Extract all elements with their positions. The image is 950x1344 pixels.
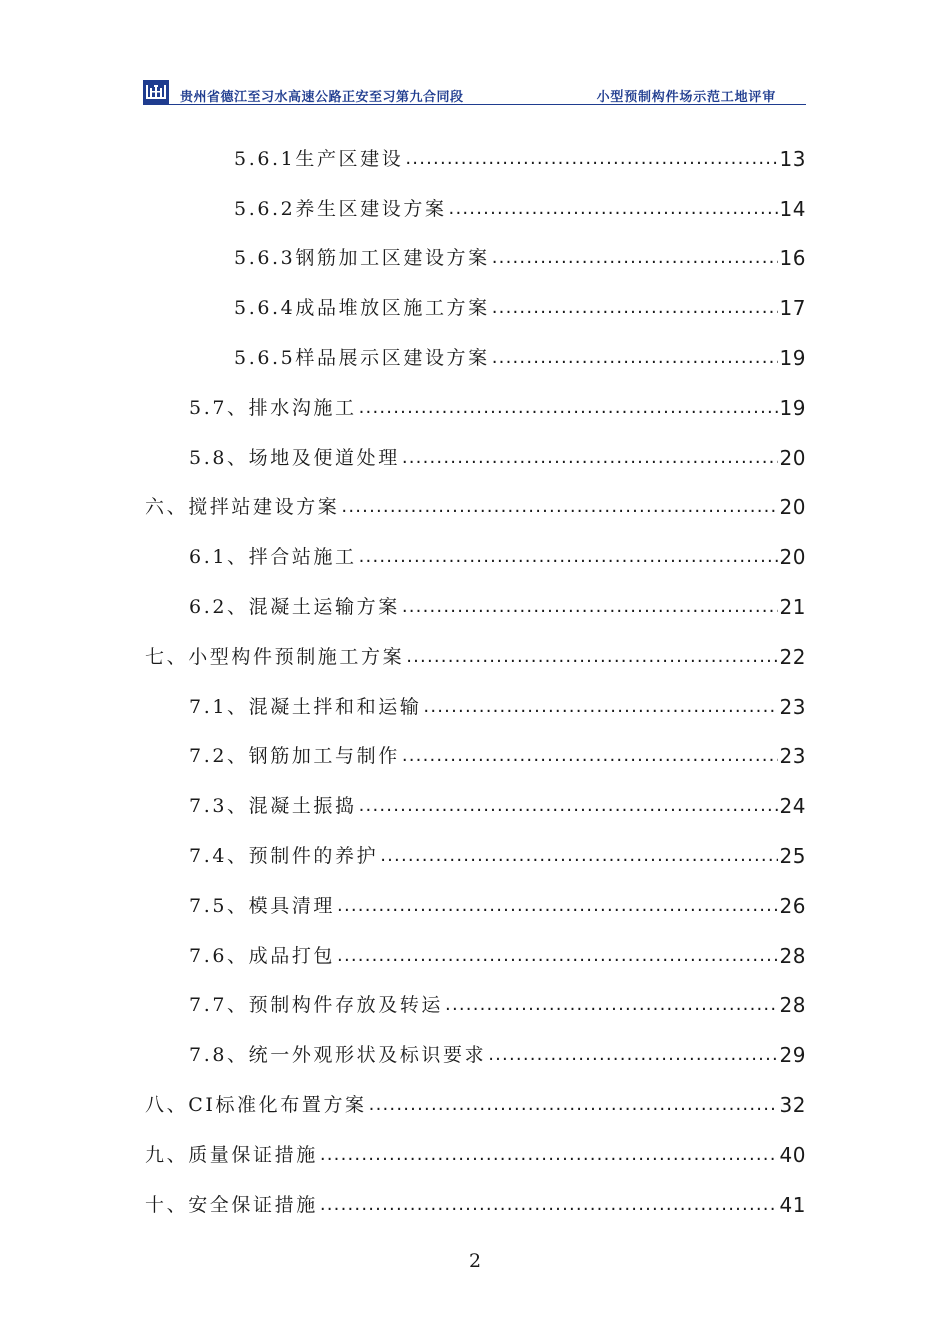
- toc-entry-page: 32: [779, 1093, 806, 1118]
- toc-entry-page: 28: [779, 943, 806, 968]
- toc-entry[interactable]: [145, 781, 806, 831]
- toc-entry-title: 7.7、预制构件存放及转运: [189, 994, 444, 1017]
- header-document-title: 小型预制构件场示范工地评审: [596, 90, 776, 105]
- toc-dot-leader: [359, 790, 778, 822]
- toc-entry-title: 5.6.4成品堆放区施工方案: [234, 297, 490, 320]
- toc-entry-page: 20: [779, 445, 806, 470]
- toc-entry-title: 5.8、场地及便道处理: [189, 446, 400, 469]
- table-of-contents: [145, 134, 806, 1230]
- toc-entry-page: 21: [779, 595, 806, 620]
- toc-entry-title: 5.6.5样品展示区建设方案: [234, 347, 490, 370]
- toc-entry[interactable]: [145, 1080, 806, 1130]
- toc-entry[interactable]: [145, 433, 806, 483]
- toc-dot-leader: [320, 1139, 778, 1171]
- toc-dot-leader: [405, 143, 777, 175]
- toc-entry-page: 28: [779, 993, 806, 1018]
- toc-entry-page: 26: [779, 893, 806, 918]
- toc-entry[interactable]: [145, 931, 806, 981]
- toc-entry-page: 41: [779, 1192, 806, 1217]
- toc-entry[interactable]: [145, 333, 806, 383]
- toc-dot-leader: [492, 242, 778, 274]
- toc-entry[interactable]: [145, 184, 806, 234]
- toc-entry[interactable]: [145, 1030, 806, 1080]
- toc-dot-leader: [402, 591, 778, 623]
- toc-dot-leader: [380, 840, 777, 872]
- toc-entry[interactable]: [145, 134, 806, 184]
- toc-entry-page: 17: [779, 296, 806, 321]
- toc-entry[interactable]: [145, 1180, 806, 1230]
- toc-dot-leader: [445, 989, 778, 1021]
- toc-entry-page: 20: [779, 495, 806, 520]
- toc-entry-page: 13: [779, 146, 806, 171]
- toc-entry-title: 5.7、排水沟施工: [189, 396, 357, 419]
- toc-entry-title: 5.6.1生产区建设: [234, 147, 404, 170]
- toc-entry-page: 14: [779, 196, 806, 221]
- toc-entry-title: 七、小型构件预制施工方案: [145, 645, 405, 668]
- toc-entry[interactable]: [145, 582, 806, 632]
- toc-dot-leader: [369, 1089, 778, 1121]
- toc-dot-leader: [423, 691, 777, 723]
- toc-entry-page: 22: [779, 644, 806, 669]
- toc-entry-title: 7.5、模具清理: [189, 894, 336, 917]
- toc-entry[interactable]: [145, 831, 806, 881]
- toc-entry-page: 20: [779, 545, 806, 570]
- company-logo-icon: [143, 80, 169, 104]
- toc-entry[interactable]: [145, 682, 806, 732]
- toc-entry-page: 19: [779, 395, 806, 420]
- toc-entry-page: 19: [779, 346, 806, 371]
- toc-entry-title: 十、安全保证措施: [145, 1193, 318, 1216]
- toc-entry-title: 7.3、混凝土振捣: [189, 795, 357, 818]
- toc-entry-title: 7.2、钢筋加工与制作: [189, 745, 400, 768]
- page-number: 2: [468, 1250, 482, 1272]
- toc-entry-page: 23: [779, 744, 806, 769]
- toc-entry-page: 23: [779, 694, 806, 719]
- header-divider: [143, 104, 806, 105]
- toc-entry[interactable]: [145, 234, 806, 284]
- toc-entry-page: 16: [779, 246, 806, 271]
- toc-entry-page: 25: [779, 844, 806, 869]
- toc-entry[interactable]: [145, 981, 806, 1031]
- toc-entry[interactable]: [145, 1130, 806, 1180]
- toc-entry[interactable]: [145, 483, 806, 533]
- toc-entry-page: 40: [779, 1142, 806, 1167]
- toc-entry-title: 5.6.2养生区建设方案: [234, 197, 447, 220]
- toc-entry-title: 八、CI标准化布置方案: [145, 1094, 367, 1117]
- toc-entry-title: 六、搅拌站建设方案: [145, 496, 340, 519]
- toc-dot-leader: [492, 342, 778, 374]
- toc-entry-title: 7.6、成品打包: [189, 944, 336, 967]
- toc-entry-title: 7.1、混凝土拌和和运输: [189, 695, 422, 718]
- toc-dot-leader: [402, 740, 778, 772]
- toc-entry[interactable]: [145, 881, 806, 931]
- toc-dot-leader: [449, 193, 778, 225]
- toc-dot-leader: [337, 890, 778, 922]
- toc-dot-leader: [341, 491, 777, 523]
- toc-entry-title: 九、质量保证措施: [145, 1143, 318, 1166]
- toc-dot-leader: [488, 1039, 777, 1071]
- header-project-title: 贵州省德江至习水高速公路正安至习第九合同段: [180, 90, 464, 105]
- toc-entry[interactable]: [145, 383, 806, 433]
- toc-entry-page: 24: [779, 794, 806, 819]
- page-header: [143, 78, 806, 106]
- toc-dot-leader: [402, 442, 778, 474]
- toc-dot-leader: [320, 1189, 778, 1221]
- toc-dot-leader: [492, 292, 778, 324]
- toc-entry-title: 5.6.3钢筋加工区建设方案: [234, 247, 490, 270]
- toc-dot-leader: [359, 392, 778, 424]
- toc-dot-leader: [359, 541, 778, 573]
- toc-entry[interactable]: [145, 283, 806, 333]
- toc-entry-title: 6.1、拌合站施工: [189, 546, 357, 569]
- toc-entry-title: 7.4、预制件的养护: [189, 845, 379, 868]
- toc-entry-page: 29: [779, 1043, 806, 1068]
- toc-entry[interactable]: [145, 632, 806, 682]
- toc-entry[interactable]: [145, 732, 806, 782]
- toc-dot-leader: [337, 940, 778, 972]
- toc-entry[interactable]: [145, 532, 806, 582]
- toc-dot-leader: [406, 641, 777, 673]
- toc-entry-title: 7.8、统一外观形状及标识要求: [189, 1044, 487, 1067]
- toc-entry-title: 6.2、混凝土运输方案: [189, 596, 400, 619]
